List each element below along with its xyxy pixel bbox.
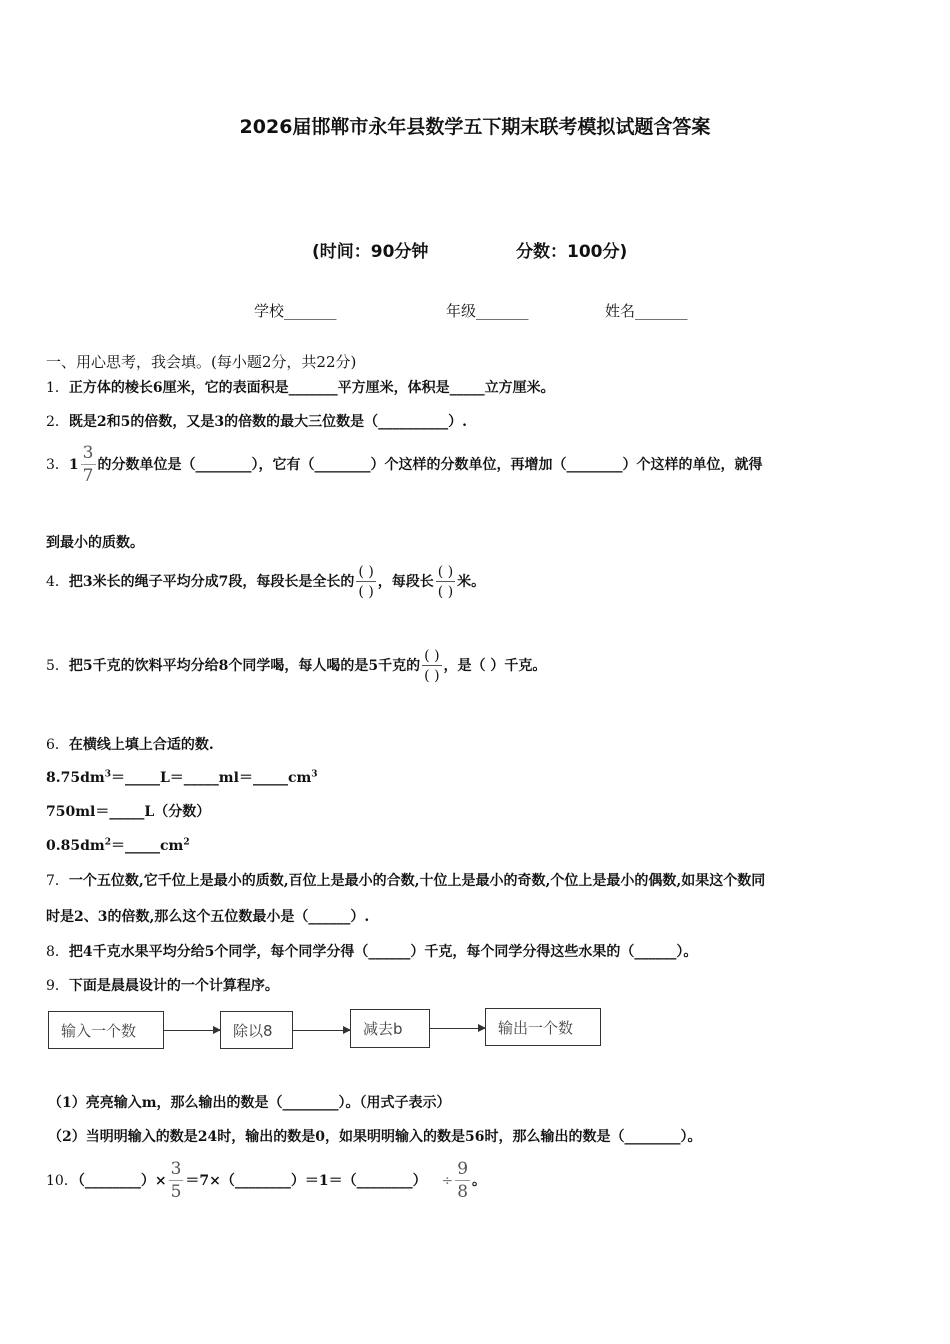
fraction-denominator: ( ) [437,584,454,600]
question-10 [46,1161,486,1201]
fraction-denominator: 8 [457,1182,469,1202]
flow-box-input: 输入一个数 [48,1011,164,1049]
question-6 [46,734,214,754]
question-text: ，每段长 [377,574,434,590]
flow-arrow [430,1028,485,1029]
question-text: 把5千克的饮料平均分给8个同学喝，每人喝的是5千克的 [68,658,421,674]
fraction-3-7 [81,445,96,485]
question-2 [46,411,467,431]
question-number: 2． [46,414,69,430]
superscript: 3 [311,769,318,780]
fraction-numerator: ( ) [358,564,374,580]
question-9-part-2: （2）当明明输入的数是24时，输出的数是0，如果明明输入的数是56时，那么输出的数是（________）。 [48,1129,702,1145]
fraction-3-5 [169,1161,184,1201]
flow-box-subtract: 减去b [350,1009,430,1048]
question-number: 1． [46,380,69,396]
grade-field: 年级_______ [446,302,529,320]
question-5 [46,649,546,683]
expr: ＝7×（________）＝1＝（________） [185,1173,427,1189]
mixed-number-whole: 1 [68,457,79,473]
divide-sign: ÷ [441,1173,454,1189]
question-text: ，是（ ）千克。 [443,658,547,674]
fraction-numerator: ( ) [437,564,454,580]
question-4 [46,565,485,599]
expr: 。 [472,1173,487,1189]
fraction-denominator: ( ) [424,668,440,684]
fraction-numerator: 9 [457,1159,469,1179]
flow-arrow [293,1030,350,1031]
question-number: 5． [46,658,69,674]
question-number: 3． [46,457,69,473]
question-9-part-1: （1）亮亮输入m，那么输出的数是（________）。（用式子表示） [48,1095,451,1111]
fraction-denominator: 7 [82,466,94,486]
question-text: 既是2和5的倍数，又是3的倍数的最大三位数是（__________）. [68,414,468,430]
superscript: 3 [104,769,111,780]
school-field: 学校_______ [254,302,337,320]
question-7 [46,870,765,890]
question-3 [46,445,763,485]
question-text: 的分数单位是（________），它有（________）个这样的分数单位，再增加（________）个这样的单位，就得 [97,457,763,473]
question-3-continued: 到最小的质数。 [46,535,144,551]
question-number: 9． [46,978,69,994]
exam-score: 分数：100分) [516,242,628,262]
question-text: 下面是晨晨设计的一个计算程序。 [68,978,279,994]
section-heading: 一、用心思考，我会填。(每小题2分，共22分) [46,353,357,371]
question-number: 8． [46,944,69,960]
question-number: 4． [46,574,69,590]
fraction-numerator: 3 [170,1159,182,1179]
question-7-continued: 时是2、3的倍数,那么这个五位数最小是（______）. [46,909,370,925]
question-text: 米。 [457,574,486,590]
expr: ＝_____L＝_____ml＝_____cm [110,770,312,786]
expr: 0.85dm [46,838,105,854]
exam-time: (时间：90分钟 [312,242,429,262]
superscript: 2 [104,837,111,848]
question-text: 在横线上填上合适的数. [68,737,214,753]
blank-fraction [356,565,375,599]
fraction-numerator: 3 [82,443,94,463]
expr: 8.75dm [46,770,105,786]
fraction-denominator: ( ) [358,584,374,600]
flow-box-divide: 除以8 [220,1011,293,1049]
question-number: 7． [46,873,69,889]
superscript: 2 [183,837,190,848]
question-9 [46,975,279,995]
question-8 [46,941,697,961]
question-number: 6． [46,737,69,753]
name-field: 姓名_______ [605,302,688,320]
fraction-numerator: ( ) [424,648,440,664]
expr: （________）× [77,1173,167,1189]
question-6-line-3 [46,835,190,855]
expr: ＝_____cm [110,838,184,854]
blank-fraction [436,565,455,599]
page-title: 2026届邯郸市永年县数学五下期末联考模拟试题含答案 [239,116,711,138]
question-text: 一个五位数,它千位上是最小的质数,百位上是最小的合数,十位上是最小的奇数,个位上是最小的偶数,如果这个数同 [68,873,766,889]
blank-fraction [422,649,441,683]
question-text: 把4千克水果平均分给5个同学，每个同学分得（______）千克，每个同学分得这些水果的（______）。 [68,944,698,960]
fraction-denominator: 5 [170,1182,182,1202]
question-6-line-1 [46,767,318,787]
question-1 [46,377,555,397]
question-text: 正方体的棱长6厘米，它的表面积是_______平方厘米，体积是_____立方厘米。 [68,380,555,396]
fraction-9-8 [455,1161,470,1201]
question-6-line-2: 750ml＝_____L（分数） [46,804,211,820]
flow-arrow [164,1030,220,1031]
question-text: 把3米长的绳子平均分成7段，每段长是全长的 [68,574,355,590]
question-number: 10． [46,1173,78,1189]
flow-box-output: 输出一个数 [485,1008,601,1046]
